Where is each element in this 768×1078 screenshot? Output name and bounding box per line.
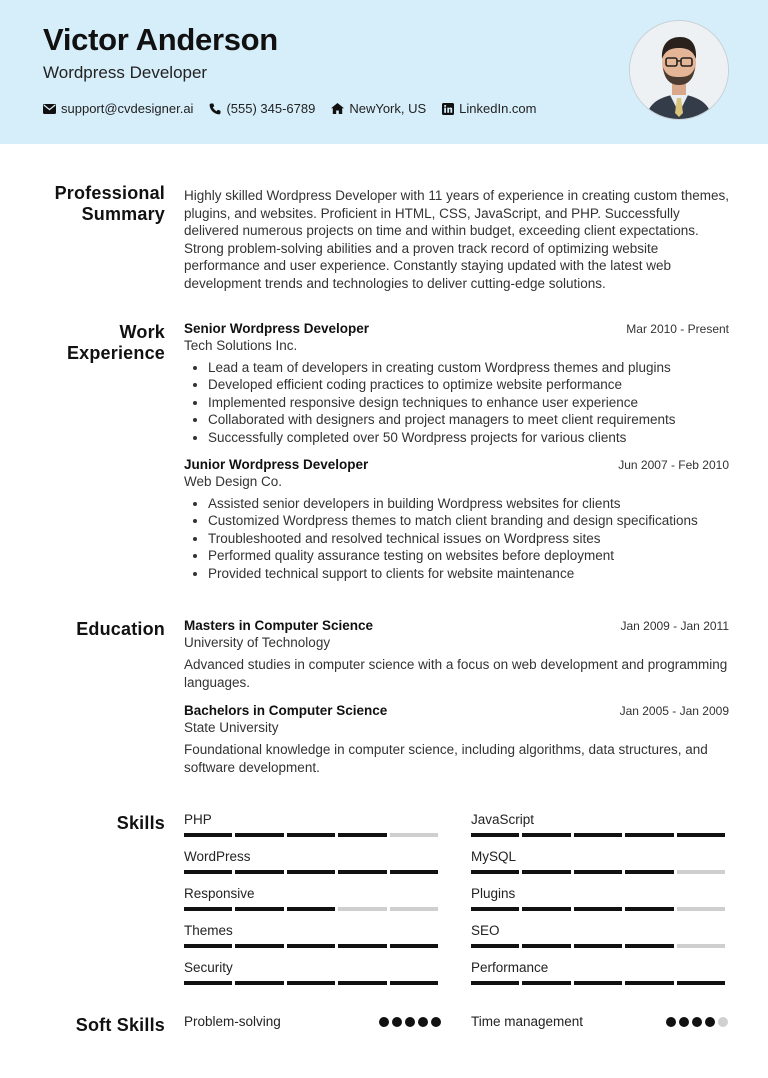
contact-location-text: NewYork, US xyxy=(349,101,427,116)
job-company: Tech Solutions Inc. xyxy=(184,338,298,353)
contact-row xyxy=(43,101,553,116)
soft-skill-item xyxy=(184,1014,441,1029)
skill-segment-empty xyxy=(390,833,438,837)
skill-segment-filled xyxy=(522,981,570,985)
job-title: Senior Wordpress Developer xyxy=(184,321,370,336)
soft-skills-section-title: Soft Skills xyxy=(75,1015,165,1035)
skill-level-bar xyxy=(471,944,728,948)
skill-item xyxy=(184,812,441,837)
skill-segment-filled xyxy=(338,944,386,948)
job-bullet: • Successfully completed over 50 Wordpress projects for various clients xyxy=(208,429,729,446)
skill-item xyxy=(471,960,728,985)
skill-segment-filled xyxy=(522,944,570,948)
candidate-name: Victor Anderson xyxy=(43,22,278,57)
skill-level-bar xyxy=(184,944,441,948)
skill-item xyxy=(471,849,728,874)
job-bullets xyxy=(184,359,729,446)
education-section-title: Education xyxy=(76,619,165,639)
rating-dot-filled xyxy=(692,1017,702,1027)
skill-segment-filled xyxy=(471,944,519,948)
degree-date: Jan 2009 - Jan 2011 xyxy=(620,619,729,633)
summary-section-title: Professional Summary xyxy=(54,183,165,224)
rating-dot-filled xyxy=(666,1017,676,1027)
job-bullet: • Customized Wordpress themes to match client branding and design specifications xyxy=(208,512,729,529)
skill-segment-filled xyxy=(235,833,283,837)
contact-linkedin-text: LinkedIn.com xyxy=(459,101,537,116)
rating-dot-empty xyxy=(718,1017,728,1027)
education-entry-bachelors xyxy=(184,703,729,776)
contact-linkedin[interactable] xyxy=(442,101,536,116)
degree-title: Masters in Computer Science xyxy=(184,618,374,633)
education-entry-masters xyxy=(184,618,729,691)
skill-segment-filled xyxy=(235,907,283,911)
job-title: Junior Wordpress Developer xyxy=(184,457,369,472)
skill-segment-filled xyxy=(677,833,725,837)
job-company: Web Design Co. xyxy=(184,474,283,489)
skill-segment-filled xyxy=(338,833,386,837)
skill-item xyxy=(184,960,441,985)
skill-name: PHP xyxy=(184,812,212,827)
skill-segment-filled xyxy=(471,981,519,985)
skill-level-bar xyxy=(471,981,728,985)
skill-segment-filled xyxy=(522,833,570,837)
job-bullet: • Lead a team of developers in creating custom Wordpress themes and plugins xyxy=(208,359,729,376)
skill-segment-filled xyxy=(235,981,283,985)
home-icon xyxy=(331,103,344,114)
skill-segment-filled xyxy=(390,870,438,874)
skill-name: Responsive xyxy=(184,886,255,901)
skill-segment-empty xyxy=(677,870,725,874)
skill-segment-filled xyxy=(184,870,232,874)
skill-item xyxy=(184,849,441,874)
rating-dot-filled xyxy=(679,1017,689,1027)
skill-segment-filled xyxy=(287,870,335,874)
job-bullet: • Performed quality assurance testing on websites before deployment xyxy=(208,547,729,564)
skill-name: Performance xyxy=(471,960,549,975)
rating-dot-filled xyxy=(379,1017,389,1027)
job-bullet: • Troubleshooted and resolved technical issues on Wordpress sites xyxy=(208,530,729,547)
job-bullet: • Collaborated with designers and project managers to meet client requirements xyxy=(208,411,729,428)
skill-segment-filled xyxy=(625,833,673,837)
skill-name: SEO xyxy=(471,923,500,938)
skill-segment-filled xyxy=(184,907,232,911)
contact-email-text: support@cvdesigner.ai xyxy=(61,101,194,116)
skill-name: Themes xyxy=(184,923,233,938)
skill-level-bar xyxy=(184,907,441,911)
skill-segment-filled xyxy=(287,833,335,837)
skill-segment-filled xyxy=(338,870,386,874)
skill-level-bar xyxy=(184,981,441,985)
job-bullet: • Developed efficient coding practices to optimize website performance xyxy=(208,376,729,393)
soft-skill-rating xyxy=(376,1017,441,1027)
degree-description: Foundational knowledge in computer science, including algorithms, data structures, and software development. xyxy=(184,742,708,775)
skill-segment-filled xyxy=(625,944,673,948)
candidate-role: Wordpress Developer xyxy=(43,63,208,82)
skill-name: Plugins xyxy=(471,886,516,901)
skill-segment-filled xyxy=(574,833,622,837)
skill-level-bar xyxy=(184,870,441,874)
resume-header xyxy=(0,0,768,144)
skill-segment-filled xyxy=(390,944,438,948)
soft-skill-rating xyxy=(663,1017,728,1027)
skill-segment-filled xyxy=(390,981,438,985)
job-entry-junior xyxy=(184,457,729,582)
skill-segment-filled xyxy=(184,944,232,948)
profile-photo xyxy=(629,20,729,120)
experience-section-title: Work Experience xyxy=(66,322,165,363)
skill-segment-empty xyxy=(338,907,386,911)
skill-segment-empty xyxy=(390,907,438,911)
skill-segment-filled xyxy=(522,870,570,874)
skill-name: WordPress xyxy=(184,849,251,864)
skill-name: JavaScript xyxy=(471,812,535,827)
degree-title: Bachelors in Computer Science xyxy=(184,703,388,718)
skill-item xyxy=(471,886,728,911)
skill-segment-filled xyxy=(574,870,622,874)
skill-level-bar xyxy=(471,833,728,837)
rating-dot-filled xyxy=(418,1017,428,1027)
skill-segment-filled xyxy=(235,944,283,948)
skill-segment-filled xyxy=(287,944,335,948)
skill-segment-empty xyxy=(677,944,725,948)
skill-segment-filled xyxy=(471,870,519,874)
job-date: Jun 2007 - Feb 2010 xyxy=(618,458,729,472)
skill-item xyxy=(184,886,441,911)
skill-segment-filled xyxy=(287,907,335,911)
job-date: Mar 2010 - Present xyxy=(626,322,729,336)
soft-skill-name: Time management xyxy=(471,1014,584,1029)
skill-level-bar xyxy=(184,833,441,837)
school-name: University of Technology xyxy=(184,635,331,650)
skill-segment-filled xyxy=(574,944,622,948)
degree-description: Advanced studies in computer science with a focus on web development and programming languages. xyxy=(184,657,728,690)
soft-skill-name: Problem-solving xyxy=(184,1014,281,1029)
skill-segment-filled xyxy=(625,870,673,874)
skill-segment-filled xyxy=(574,981,622,985)
job-bullets xyxy=(184,495,729,582)
summary-text: Highly skilled Wordpress Developer with 11 years of experience in creating custom themes, plugins, and websites. Proficient in HTML, CSS, JavaScript, and PHP. Successfully delivered numerous projects on time and within budget, exceeding client expectations. Strong problem-solving abilities and a proven track record of optimizing website performance and user experience. Constantly staying updated with the latest web development trends and technologies to deliver cutting-edge solutions. xyxy=(184,188,729,291)
skill-segment-filled xyxy=(184,981,232,985)
skill-segment-filled xyxy=(338,981,386,985)
skill-segment-filled xyxy=(625,981,673,985)
skill-segment-filled xyxy=(235,870,283,874)
job-bullet: • Implemented responsive design techniques to enhance user experience xyxy=(208,394,729,411)
skill-name: Security xyxy=(184,960,233,975)
skill-level-bar xyxy=(471,907,728,911)
skill-segment-filled xyxy=(184,833,232,837)
school-name: State University xyxy=(184,720,279,735)
skill-segment-filled xyxy=(522,907,570,911)
skill-item xyxy=(471,923,728,948)
skill-segment-filled xyxy=(625,907,673,911)
degree-date: Jan 2005 - Jan 2009 xyxy=(619,704,729,718)
contact-phone-text: (555) 345-6789 xyxy=(226,101,316,116)
contact-location xyxy=(331,101,426,116)
rating-dot-filled xyxy=(392,1017,402,1027)
skill-segment-filled xyxy=(471,907,519,911)
job-bullet: • Provided technical support to clients for website maintenance xyxy=(208,565,729,582)
envelope-icon xyxy=(43,104,56,114)
skill-name: MySQL xyxy=(471,849,517,864)
contact-email[interactable] xyxy=(43,101,193,116)
soft-skill-item xyxy=(471,1014,728,1029)
skill-item xyxy=(471,812,728,837)
skill-segment-filled xyxy=(471,833,519,837)
phone-icon xyxy=(209,103,221,115)
job-entry-senior xyxy=(184,321,729,446)
contact-phone[interactable] xyxy=(209,101,315,116)
skill-level-bar xyxy=(471,870,728,874)
skill-item xyxy=(184,923,441,948)
skill-segment-filled xyxy=(574,907,622,911)
rating-dot-filled xyxy=(431,1017,441,1027)
skills-section-title: Skills xyxy=(116,813,165,833)
linkedin-icon xyxy=(442,103,454,115)
skill-segment-filled xyxy=(677,981,725,985)
skill-segment-filled xyxy=(287,981,335,985)
rating-dot-filled xyxy=(705,1017,715,1027)
rating-dot-filled xyxy=(405,1017,415,1027)
job-bullet: • Assisted senior developers in building Wordpress websites for clients xyxy=(208,495,729,512)
skill-segment-empty xyxy=(677,907,725,911)
